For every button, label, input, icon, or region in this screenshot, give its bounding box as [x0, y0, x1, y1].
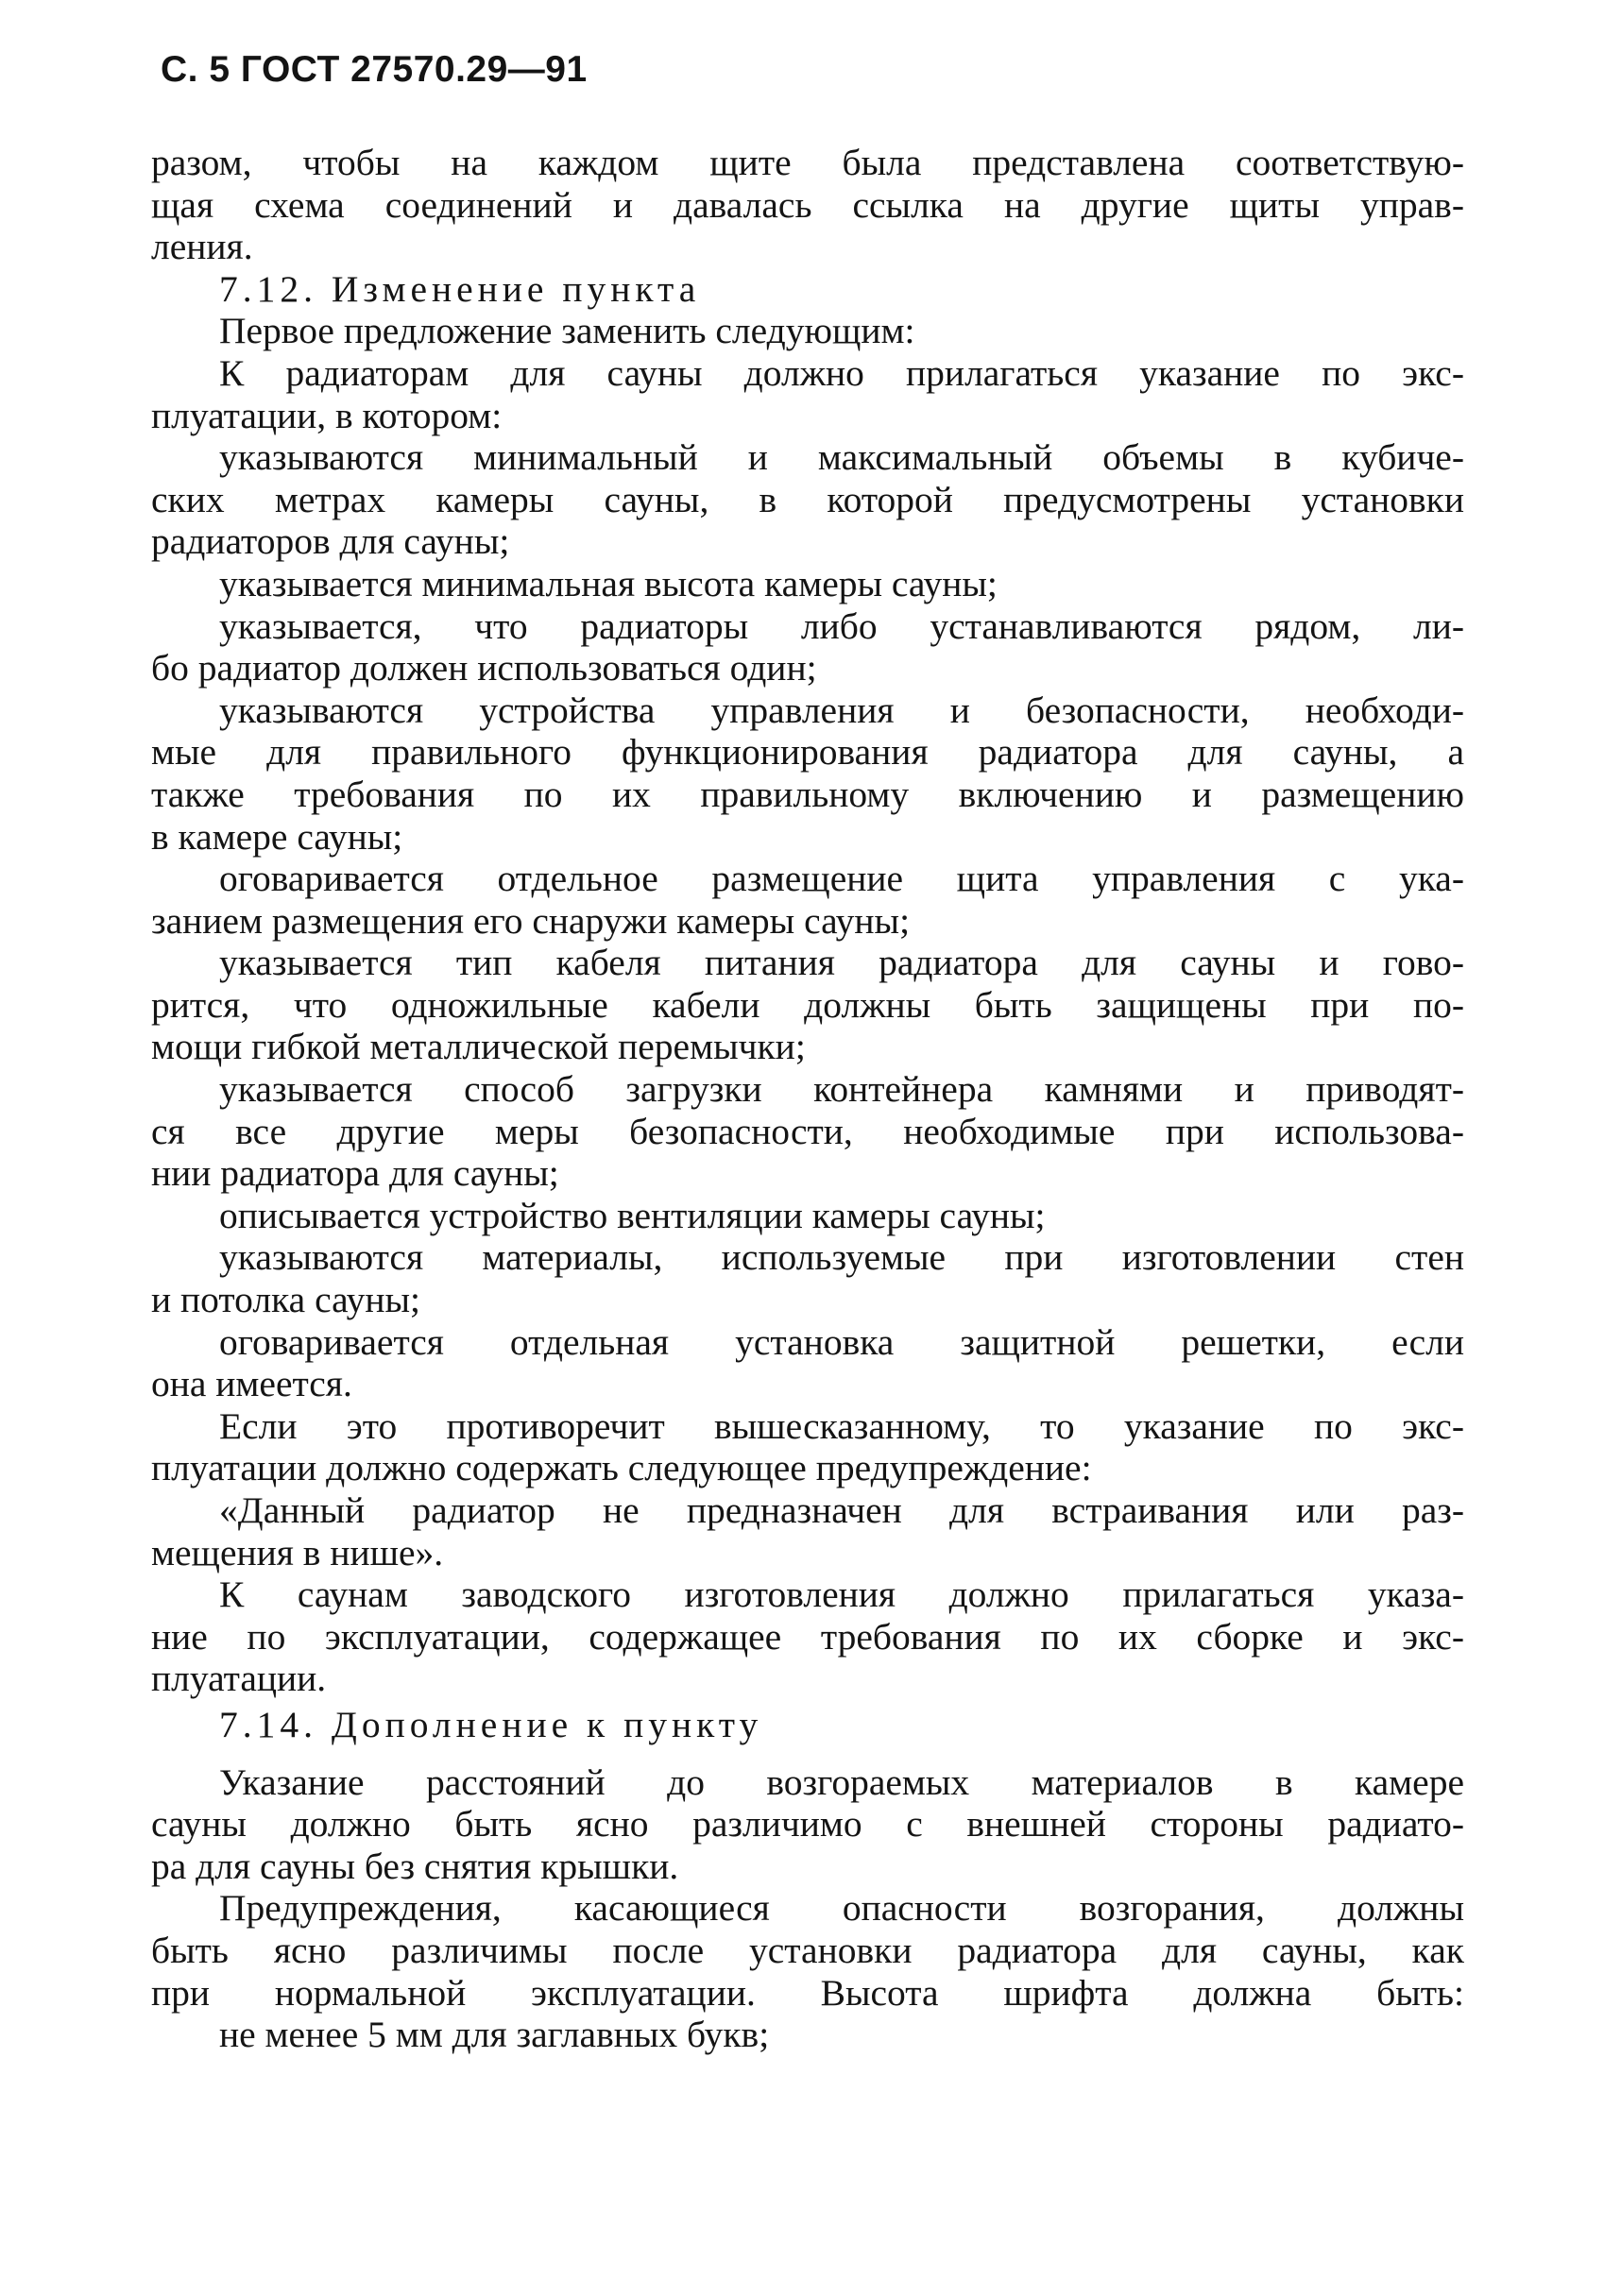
- text-line: указываются материалы, используемые при изготовлении стен: [219, 1236, 1464, 1279]
- text-line: Указание расстояний до возгораемых материалов в камере: [219, 1760, 1464, 1803]
- text-line: мещения в нише».: [151, 1531, 444, 1573]
- text-line: указываются минимальный и максимальный объемы в кубиче-: [219, 436, 1464, 479]
- text-line: не менее 5 мм для заглавных букв;: [219, 2014, 770, 2056]
- text-line: ра для сауны без снятия крышки.: [151, 1845, 679, 1887]
- text-line: быть ясно различимы после установки радиатора для сауны, как: [151, 1929, 1464, 1971]
- text-line: Первое предложение заменить следующим:: [219, 310, 915, 352]
- text-line: указывается минимальная высота камеры сауны;: [219, 562, 998, 604]
- text-line: в камере сауны;: [151, 815, 403, 858]
- text-line: «Данный радиатор не предназначен для встраивания или раз-: [219, 1489, 1464, 1531]
- text-line: К радиаторам для сауны должно прилагаться указание по экс-: [219, 351, 1464, 394]
- text-line: занием размещения его снаружи камеры сауны;: [151, 899, 911, 942]
- text-line: нии радиатора для сауны;: [151, 1152, 559, 1195]
- text-line: мощи гибкой металлической перемычки;: [151, 1026, 806, 1068]
- text-line: радиаторов для сауны;: [151, 520, 510, 563]
- text-line: указываются устройства управления и безопасности, необходи-: [219, 689, 1464, 731]
- text-line: 7.14. Дополнение к пункту: [219, 1703, 763, 1745]
- text-line: щая схема соединений и давалась ссылка на другие щиты управ-: [151, 183, 1464, 226]
- text-line: рится, что одножильные кабели должны быть защищены при по-: [151, 983, 1464, 1026]
- text-line: плуатации должно содержать следующее предупреждение:: [151, 1447, 1092, 1489]
- text-line: при нормальной эксплуатации. Высота шрифта должна быть:: [151, 1971, 1464, 2014]
- document-body: [151, 142, 1464, 2056]
- text-line: сауны должно быть ясно различимо с внешней стороны радиато-: [151, 1803, 1464, 1845]
- text-line: бо радиатор должен использоваться один;: [151, 647, 817, 689]
- text-line: указывается, что радиаторы либо устанавливаются рядом, ли-: [219, 604, 1464, 647]
- text-line: ления.: [151, 226, 253, 268]
- text-line: она имеется.: [151, 1363, 352, 1405]
- text-line: К саунам заводского изготовления должно прилагаться указа-: [219, 1573, 1464, 1616]
- text-line: ние по эксплуатации, содержащее требования по их сборке и экс-: [151, 1615, 1464, 1658]
- text-line: Предупреждения, касающиеся опасности возгорания, должны: [219, 1887, 1464, 1930]
- text-line: оговаривается отдельное размещение щита управления с ука-: [219, 858, 1464, 900]
- text-line: плуатации, в котором:: [151, 394, 503, 436]
- text-line: мые для правильного функционирования радиатора для сауны, а: [151, 731, 1464, 774]
- text-line: описывается устройство вентиляции камеры сауны;: [219, 1194, 1046, 1236]
- text-line: указывается способ загрузки контейнера камнями и приводят-: [219, 1068, 1464, 1111]
- text-line: разом, чтобы на каждом щите была представлена соответствую-: [151, 142, 1464, 183]
- text-line: также требования по их правильному включению и размещению: [151, 773, 1464, 815]
- text-line: 7.12. Изменение пункта: [219, 267, 701, 310]
- text-line: оговаривается отдельная установка защитной решетки, если: [219, 1320, 1464, 1363]
- text-line: ся все другие меры безопасности, необходимые при использова-: [151, 1110, 1464, 1152]
- text-line: плуатации.: [151, 1658, 327, 1700]
- text-line: ских метрах камеры сауны, в которой предусмотрены установки: [151, 478, 1464, 520]
- text-line: и потолка сауны;: [151, 1279, 421, 1321]
- text-line: Если это противоречит вышесказанному, то указание по экс-: [219, 1404, 1464, 1447]
- page-header: С. 5 ГОСТ 27570.29—91: [161, 49, 588, 90]
- text-line: указывается тип кабеля питания радиатора для сауны и гово-: [219, 942, 1464, 984]
